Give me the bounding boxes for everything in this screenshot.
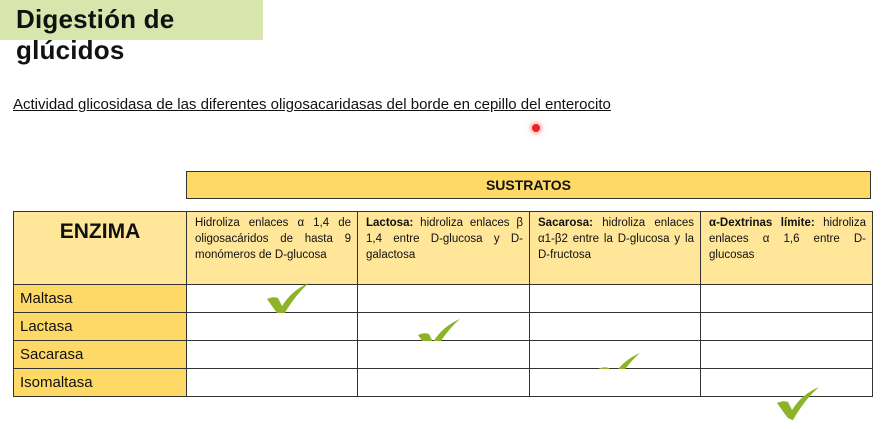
check-mark-icon: [775, 385, 821, 421]
laser-pointer-dot: [532, 124, 540, 132]
substrate-description: hidroliza enlaces α 1,6 entre D-glucosas: [709, 217, 866, 261]
table-row: [14, 313, 873, 341]
enzyme-label: Maltasa: [14, 285, 187, 313]
substrate-name: Sacarosa:: [538, 217, 593, 229]
match-cell: [358, 285, 530, 313]
substrate-name: α-Dextrinas límite:: [709, 217, 815, 229]
substrates-group-header: SUSTRATOS: [186, 171, 871, 199]
match-cell: [530, 369, 701, 397]
substrate-description: hidroliza enlaces β 1,4 entre D-glucosa y D-galactosa: [366, 217, 523, 261]
table-header-row: [14, 212, 873, 285]
substrate-header-maltose: [187, 212, 358, 285]
substrate-description: hidroliza enlaces α1-β2 entre la D-glucosa y la D-fructosa: [538, 217, 694, 261]
enzyme-substrate-table: [13, 211, 873, 397]
table-row: [14, 285, 873, 313]
substrate-header-lactose: [358, 212, 530, 285]
match-cell: [358, 313, 530, 341]
match-cell: [701, 313, 873, 341]
match-cell: [701, 369, 873, 397]
enzyme-column-header: ENZIMA: [14, 212, 187, 285]
match-cell: [530, 285, 701, 313]
enzyme-label: Isomaltasa: [14, 369, 187, 397]
match-cell: [530, 313, 701, 341]
enzyme-label: Lactasa: [14, 313, 187, 341]
table-row: [14, 369, 873, 397]
match-cell: [187, 369, 358, 397]
match-cell: [187, 341, 358, 369]
match-cell: [701, 341, 873, 369]
match-cell: [530, 341, 701, 369]
match-cell: [187, 285, 358, 313]
match-cell: [358, 369, 530, 397]
substrate-header-sucrose: [530, 212, 701, 285]
substrate-description: Hidroliza enlaces α 1,4 de oligosacáridos de hasta 9 monómeros de D-glucosa: [195, 217, 351, 261]
match-cell: [358, 341, 530, 369]
match-cell: [701, 285, 873, 313]
substrate-header-dextrins: [701, 212, 873, 285]
enzyme-label: Sacarasa: [14, 341, 187, 369]
table-row: [14, 341, 873, 369]
match-cell: [187, 313, 358, 341]
slide-title: Digestión de glúcidos: [16, 4, 175, 65]
slide-subtitle: Actividad glicosidasa de las diferentes oligosacaridasas del borde en cepillo del enterocito: [13, 96, 611, 113]
substrate-name: Lactosa:: [366, 217, 414, 229]
title-bar: [0, 0, 263, 65]
